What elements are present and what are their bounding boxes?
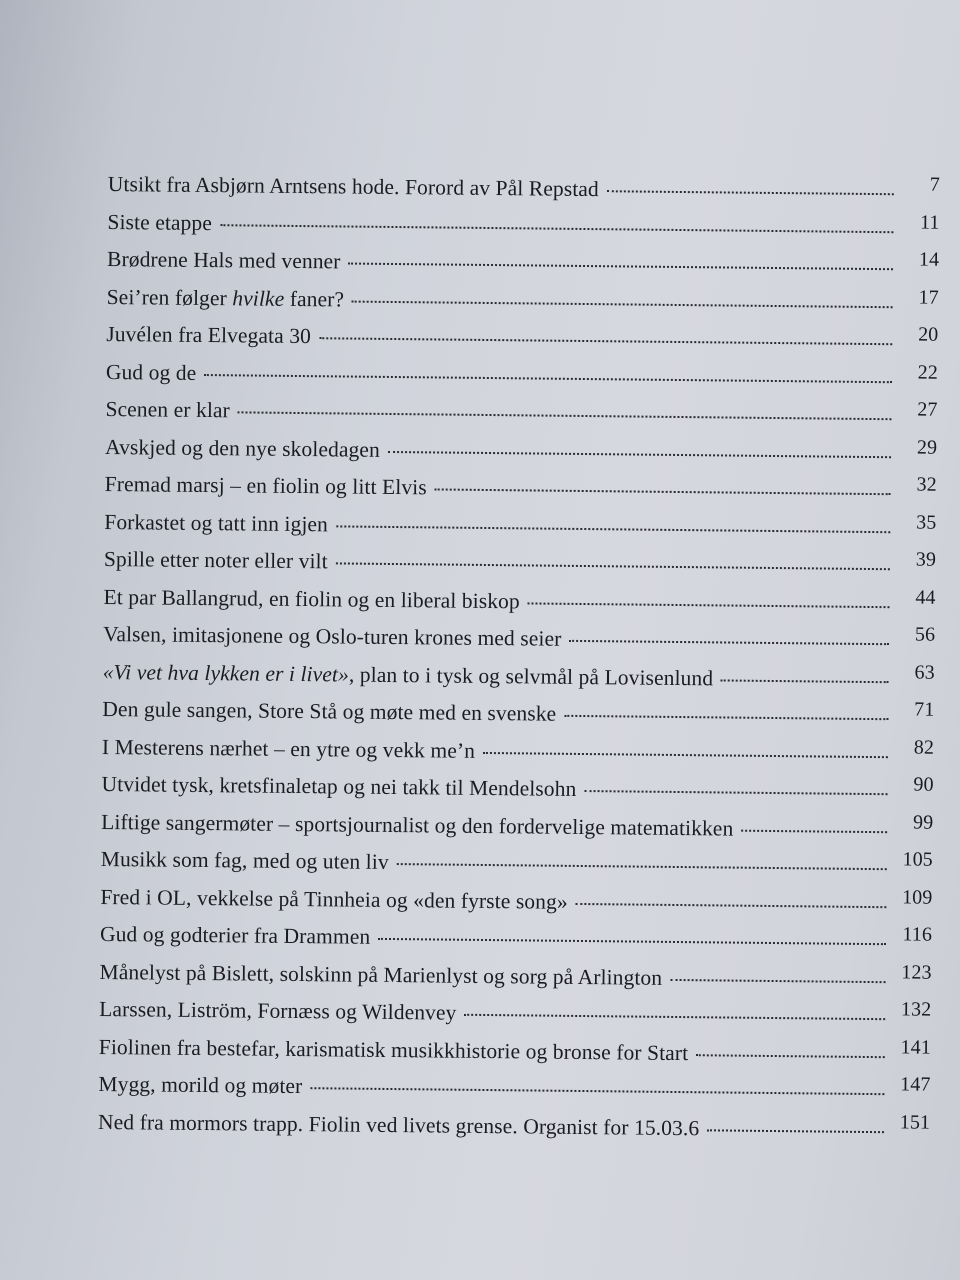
toc-entry-title-part: , plan to i tysk og selvmål på Lovisenlund [348, 662, 714, 690]
dot-leader [319, 337, 892, 345]
toc-entry-title: Fremad marsj – en fiolin og litt Elvis [104, 471, 427, 500]
toc-entry-title: Gud og de [105, 359, 197, 385]
dot-leader [741, 829, 887, 833]
dot-leader [238, 411, 892, 420]
toc-entry-page-number: 20 [918, 323, 939, 346]
toc-entry-title-part: Sei’ren følger [106, 284, 233, 310]
dot-leader [388, 450, 891, 457]
toc-entry-title: Mygg, morild og møter [98, 1071, 303, 1099]
toc-entry-title: Utvidet tysk, kretsfinaletap og nei takk til Mendelsohn [101, 771, 577, 801]
toc-entry-page-number: 141 [900, 1035, 931, 1059]
dot-leader [336, 525, 890, 533]
dot-leader [707, 1129, 884, 1133]
dot-leader [483, 751, 888, 757]
toc-entry-title: Utsikt fra Asbjørn Arntsens hode. Forord av Pål Repstad [107, 172, 599, 202]
toc-entry-page-number: 105 [902, 848, 933, 871]
dot-leader [569, 640, 889, 645]
toc-entry-title: Spille etter noter eller vilt [103, 546, 328, 574]
toc-entry-page-number: 14 [918, 248, 940, 271]
toc-entry-page-number: 7 [929, 173, 941, 196]
dot-leader [220, 224, 893, 233]
toc-entry-title: Gud og godterier fra Drammen [99, 921, 371, 949]
toc-entry-page-number: 109 [902, 885, 933, 909]
dot-leader [584, 790, 887, 795]
toc-entry-page-number: 44 [915, 585, 936, 609]
dot-leader [721, 679, 889, 683]
dot-leader [435, 488, 891, 495]
toc-entry [98, 1109, 930, 1155]
toc-entry-title: Den gule sangen, Store Stå og møte med en svenske [102, 696, 557, 726]
dot-leader [348, 263, 893, 271]
toc-entry-title: Forkastet og tatt inn igjen [104, 509, 329, 536]
toc-entry-page-number: 90 [913, 773, 934, 796]
toc-entry-page-number: 99 [912, 810, 934, 834]
toc-entry-title: Fred i OL, vekkelse på Tinnheia og «den fyrste song» [100, 884, 568, 914]
toc-entry-title: Brødrene Hals med venner [106, 246, 341, 274]
toc-entry-page-number: 147 [900, 1073, 931, 1096]
toc-entry-title: Ned fra mormors trapp. Fiolin ved livets grense. Organist for 15.03.6 [97, 1109, 700, 1140]
toc-entry-page-number: 35 [916, 510, 937, 534]
dot-leader [528, 602, 890, 608]
toc-entry-page-number: 71 [914, 698, 935, 721]
toc-entry-title: I Mesterens nærhet – en ytre og vekk me’n [101, 734, 476, 763]
dot-leader [352, 300, 893, 308]
dot-leader [576, 902, 887, 907]
toc-entry-title-part: faner? [284, 286, 345, 311]
toc-entry-page-number: 82 [913, 735, 935, 759]
toc-entry-title-italic: hvilke [232, 285, 285, 311]
toc-entry-page-number: 116 [902, 923, 933, 946]
dot-leader [464, 1014, 885, 1020]
toc-entry-page-number: 11 [919, 211, 940, 234]
toc-entry-page-number: 17 [918, 285, 939, 309]
toc-entry-title: Liftige sangermøter – sportsjournalist og den fordervelige matematikken [101, 809, 734, 841]
toc-entry-page-number: 22 [917, 360, 939, 384]
dot-leader [696, 1054, 885, 1058]
toc-entry-page-number: 32 [916, 473, 937, 496]
toc-entry-title: Månelyst på Bislett, solskinn på Marienlyst og sorg på Arlington [99, 959, 663, 990]
dot-leader [378, 938, 886, 945]
toc-entry-title: Valsen, imitasjonene og Oslo-turen krones med seier [103, 621, 562, 651]
toc-entry-title: Fiolinen fra bestefar, karismatisk musikkhistorie og bronse for Start [98, 1034, 689, 1065]
toc-entry-page-number: 151 [899, 1110, 931, 1134]
toc-entry-title: Avskjed og den nye skoledagen [104, 434, 381, 462]
dot-leader [336, 562, 890, 570]
toc-entry-page-number: 29 [916, 435, 938, 459]
toc-entry-title: Siste etappe [107, 209, 213, 235]
dot-leader [607, 190, 894, 195]
toc-entry-title: Larssen, Liström, Fornæss og Wildenvey [99, 996, 457, 1025]
toc-entry-title-italic: «Vi vet hva lykken er i livet» [102, 659, 350, 687]
toc-entry-page-number: 63 [914, 660, 935, 684]
dot-leader [310, 1087, 884, 1095]
toc-entry-page-number: 39 [915, 548, 937, 571]
toc-entry-title: Juvélen fra Elvegata 30 [106, 321, 312, 349]
toc-entry-page-number: 132 [900, 998, 932, 1021]
dot-leader [204, 374, 891, 383]
toc-entry-page-number: 123 [901, 960, 932, 984]
dot-leader [670, 978, 885, 982]
toc-entry-title: Musikk som fag, med og uten liv [100, 846, 389, 874]
toc-entry-page-number: 56 [914, 623, 936, 646]
dot-leader [564, 715, 888, 720]
table-of-contents [98, 172, 940, 1156]
toc-entry-title: Et par Ballangrud, en fiolin og en liberal biskop [103, 584, 520, 613]
toc-entry-title: Scenen er klar [105, 396, 231, 423]
toc-entry-page-number: 27 [917, 398, 938, 421]
dot-leader [397, 863, 887, 870]
toc-entry-title [107, 284, 345, 311]
toc-entry-title [103, 659, 714, 690]
